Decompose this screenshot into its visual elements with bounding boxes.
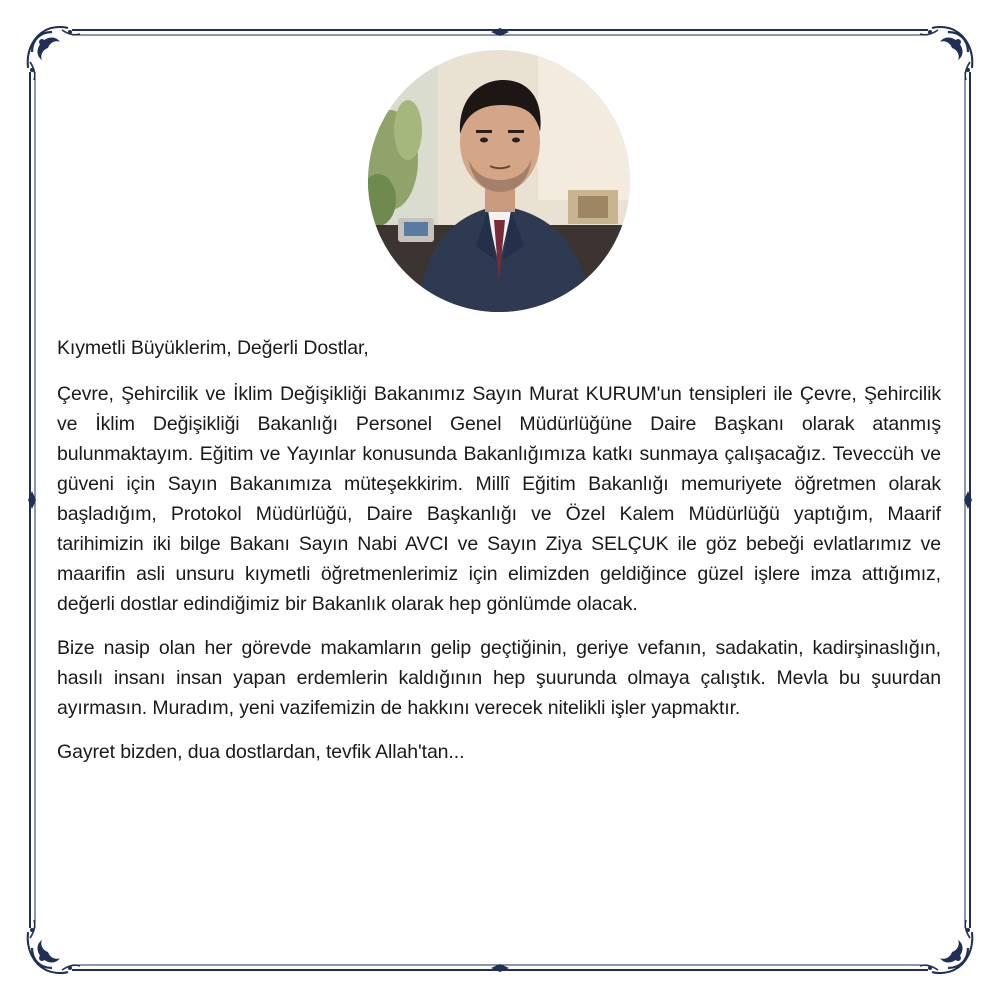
corner-ornament-top-left bbox=[28, 27, 80, 80]
letter-body bbox=[57, 333, 941, 767]
letter-paragraph-1: Çevre, Şehircilik ve İklim Değişikliği Bakanımız Sayın Murat KURUM'un tensipleri ile Çevre, Şehircilik ve İklim Değişikliği Bakanlığı Personel Genel Müdürlüğüne Daire Başkanı olarak atanmış bulunmaktayım. Eğitim ve Yayınlar konusunda Bakanlığımıza katkı sunmaya çalışacağız. Teveccüh ve güveni için Sayın Bakanımıza müteşekkirim. Millî Eğitim Bakanlığı memuriyete öğretmen olarak başladığım, Protokol Müdürlüğü, Daire Başkanlığı ve Özel Kalem Müdürlüğü yaptığım, Maarif tarihimizin iki bilge Bakanı Sayın Nabi AVCI ve Sayın Ziya SELÇUK ile göz bebeği evlatlarımız ve maarifin asli unsuru kıymetli öğretmenlerimiz için elimizden geldiğince güzel işlere imza attığımız, değerli dostlar edindiğimiz bir Bakanlık olarak hep gönlümde olacak. bbox=[57, 383, 941, 615]
portrait-photo bbox=[368, 50, 630, 312]
letter-closing: Gayret bizden, dua dostlardan, tevfik Allah'tan... bbox=[57, 741, 465, 763]
letter-greeting: Kıymetli Büyüklerim, Değerli Dostlar, bbox=[57, 337, 369, 359]
corner-ornament-bottom-right bbox=[920, 920, 972, 973]
corner-ornament-top-right bbox=[920, 27, 972, 80]
corner-ornament-bottom-left bbox=[28, 920, 80, 973]
letter-paragraph-2: Bize nasip olan her görevde makamların gelip geçtiğinin, geriye vefanın, sadakatin, kadirşinaslığın, hasılı insanı insan yapan erdemlerin kaldığının hep şuurunda olmaya çalıştık. Mevla bu şuurdan ayırmasın. Muradım, yeni vazifemizin de hakkını verecek nitelikli işler yapmaktır. bbox=[57, 637, 941, 719]
